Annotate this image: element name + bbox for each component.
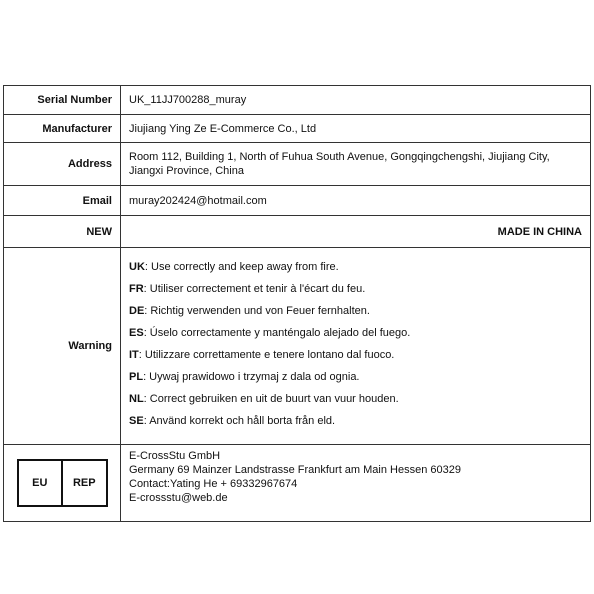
eu-rep-company: E-CrossStu GmbH bbox=[129, 450, 221, 462]
eu-rep-row bbox=[4, 445, 591, 522]
email-label: Email bbox=[4, 186, 121, 216]
eu-rep-symbol-eu: EU bbox=[19, 461, 64, 505]
warning-text-block bbox=[121, 248, 591, 445]
warning-line-it bbox=[129, 344, 582, 366]
eu-rep-contact: Contact:Yating He + 69332967674 bbox=[129, 478, 298, 490]
address-row bbox=[4, 143, 591, 186]
product-label-table bbox=[3, 85, 591, 522]
eu-rep-address: Germany 69 Mainzer Landstrasse Frankfurt am Main Hessen 60329 bbox=[129, 464, 461, 476]
email-value: muray202424@hotmail.com bbox=[121, 186, 591, 216]
address-label: Address bbox=[4, 143, 121, 186]
warning-text: : Utilizzare correttamente e tenere lontano dal fuoco. bbox=[138, 349, 395, 361]
serial-number-value: UK_11JJ700288_muray bbox=[121, 86, 591, 115]
language-code: IT bbox=[129, 349, 139, 361]
language-code: UK bbox=[129, 261, 145, 273]
warning-line-uk bbox=[129, 256, 582, 278]
language-code: DE bbox=[129, 305, 145, 317]
warning-label: Warning bbox=[4, 248, 121, 445]
language-code: SE bbox=[129, 415, 144, 427]
warning-text: : Utiliser correctement et tenir à l'écart du feu. bbox=[143, 283, 366, 295]
eu-rep-symbol-rep: REP bbox=[72, 477, 96, 489]
warning-text: : Úselo correctamente y manténgalo alejado del fuego. bbox=[143, 327, 411, 339]
eu-rep-symbol bbox=[17, 459, 108, 507]
new-row bbox=[4, 216, 591, 248]
warning-line-fr bbox=[129, 278, 582, 300]
warning-text: : Correct gebruiken en uit de buurt van vuur houden. bbox=[143, 393, 399, 405]
language-code: ES bbox=[129, 327, 144, 339]
email-row bbox=[4, 186, 591, 216]
serial-number-label: Serial Number bbox=[4, 86, 121, 115]
warning-line-pl bbox=[129, 366, 582, 388]
made-in-value: MADE IN CHINA bbox=[121, 216, 591, 248]
eu-rep-symbol-cell bbox=[4, 445, 121, 522]
warning-text: : Richtig verwenden und von Feuer fernhalten. bbox=[144, 305, 370, 317]
manufacturer-row bbox=[4, 115, 591, 143]
warning-line-es bbox=[129, 322, 582, 344]
language-code: NL bbox=[129, 393, 144, 405]
manufacturer-label: Manufacturer bbox=[4, 115, 121, 143]
warning-text: : Använd korrekt och håll borta från eld. bbox=[143, 415, 336, 427]
warning-text: : Uywaj prawidowo i trzymaj z dala od ognia. bbox=[143, 371, 360, 383]
address-value: Room 112, Building 1, North of Fuhua South Avenue, Gongqingchengshi, Jiujiang City, Jiangxi Province, China bbox=[121, 143, 591, 186]
manufacturer-value: Jiujiang Ying Ze E-Commerce Co., Ltd bbox=[121, 115, 591, 143]
serial-number-row bbox=[4, 86, 591, 115]
warning-line-se bbox=[129, 410, 582, 432]
warning-row bbox=[4, 248, 591, 445]
warning-text: : Use correctly and keep away from fire. bbox=[144, 261, 339, 273]
language-code: FR bbox=[129, 283, 144, 295]
warning-line-de bbox=[129, 300, 582, 322]
language-code: PL bbox=[129, 371, 144, 383]
eu-rep-email: E-crossstu@web.de bbox=[129, 492, 228, 504]
eu-rep-details bbox=[121, 445, 591, 522]
warning-line-nl bbox=[129, 388, 582, 410]
new-label: NEW bbox=[4, 216, 121, 248]
